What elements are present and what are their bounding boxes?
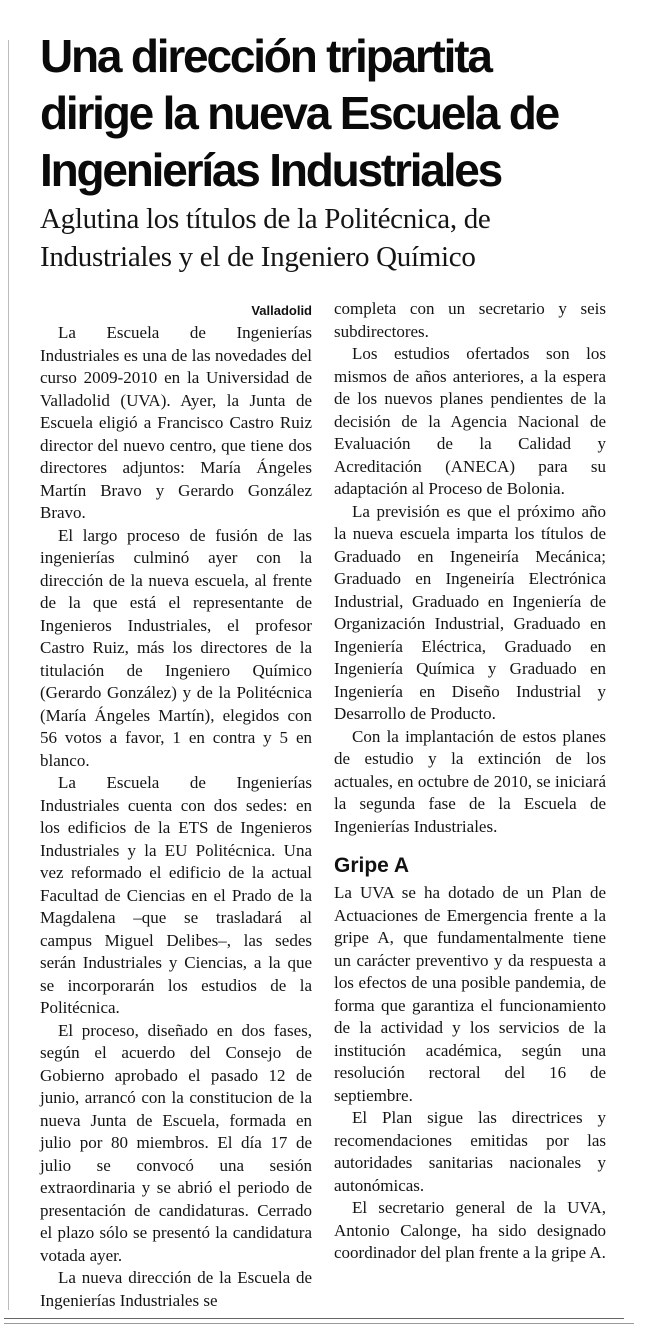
paragraph: El proceso, diseñado en dos fases, según el acuerdo del Consejo de Gobierno aprobado el pasado 12 de junio, arrancó con la constitucion de la nueva Junta de Escuela, formada en julio por 80 miembros. El día 17 de julio se convocó una sesión extraordinaria y se abrió el periodo de presentación de candidaturas. Cerrado el plazo sólo se presentó la candidatura votada ayer. (40, 1020, 312, 1265)
scan-edge-line (8, 40, 9, 1310)
paragraph: El secretario general de la UVA, Antonio Calonge, ha sido designado coordinador del plan frente a la gripe A. (334, 1198, 606, 1262)
paragraph: La Escuela de Ingenierías Industriales es una de las novedades del curso 2009-2010 en la Universidad de Valladolid (UVA). Ayer, la Junta de Escuela eligió a Francisco Castro Ruiz director del nuevo centro, que tiene dos directores adjuntos: María Ángeles Martín Bravo y Gerardo González Bravo. (40, 323, 312, 522)
paragraph: La Escuela de Ingenierías Industriales cuenta con dos sedes: en los edificios de la ETS de Ingenieros Industriales y la EU Politécnica. Una vez reformado el edificio de la actual Facultad de Ciencias en el Prado de la Magdalena –que se trasladará al campus Miguel Delibes–, las sedes serán Industriales y Ciencias, a la que se incorporarán los estudios de la Politécnica. (40, 773, 312, 1017)
paragraph: La previsión es que el próximo año la nueva escuela imparta los títulos de Graduado en Ingeneiría Mecánica; Graduado en Ingeneiría Electrónica Industrial, Graduado en Ingeniería de Organización Industrial, Graduado en Ingeniería Eléctrica, Graduado en Ingeniería Química y Graduado en Ingeniería en Diseño Industrial y Desarrollo de Producto. (334, 501, 606, 723)
bottom-rule (4, 1318, 624, 1319)
paragraph: La UVA se ha dotado de un Plan de Actuaciones de Emergencia frente a la gripe A, que fundamentalmente tiene un carácter preventivo y da respuesta a los efectos de una posible pandemia, de forma que garantiza el funcionamiento de la actividad y los servicios de la institución académica, según una resolución rectoral del 16 de septiembre. (334, 883, 606, 1105)
headline-line: Una dirección tripartita (40, 30, 491, 82)
section-title: Gripe A (334, 854, 410, 877)
headline-line: dirige la nueva Escuela de (40, 87, 559, 139)
headline-line: Ingenierías Industriales (40, 144, 502, 196)
paragraph: La nueva dirección de la Escuela de Ingenierías Industriales se (40, 1268, 312, 1310)
paragraph: Con la implantación de estos planes de estudio y la extinción de los actuales, en octubre de 2010, se iniciará la segunda fase de la Escuela de Ingenierías Industriales. (334, 726, 606, 836)
bottom-rule (4, 1323, 634, 1324)
paragraph: El Plan sigue las directrices y recomendaciones emitidas por las autoridades sanitarias nacionales y autonómicas. (334, 1108, 606, 1195)
paragraph: Los estudios ofertados son los mismos de años anteriores, a la espera de los nuevos planes pendientes de la decisión de la Agencia Nacional de Evaluación de la Calidad y Acreditación (ANECA) para su adaptación al Proceso de Bolonia. (334, 344, 606, 498)
subheadline (40, 200, 630, 276)
paragraph: El largo proceso de fusión de las ingenierías culminó ayer con la dirección de la nueva escuela, al frente de la que está el representante de Ingenieros Industriales, el profesor Castro Ruiz, más los directores de la titulación de Ingeniero Químico (Gerardo González) y de la Politécnica (María Ángeles Martín), elegidos con 56 votos a favor, 1 en contra y 5 en blanco. (40, 525, 312, 770)
subheadline-line: Industriales y el de Ingeniero Químico (40, 241, 476, 273)
article-column-left (40, 300, 312, 1312)
article-column-right (334, 298, 606, 1265)
headline (40, 28, 630, 199)
column-separator (322, 300, 323, 1310)
subheadline-line: Aglutina los títulos de la Politécnica, de (40, 203, 491, 235)
paragraph: completa con un secretario y seis subdirectores. (334, 299, 606, 341)
dateline: Valladolid (251, 303, 312, 318)
